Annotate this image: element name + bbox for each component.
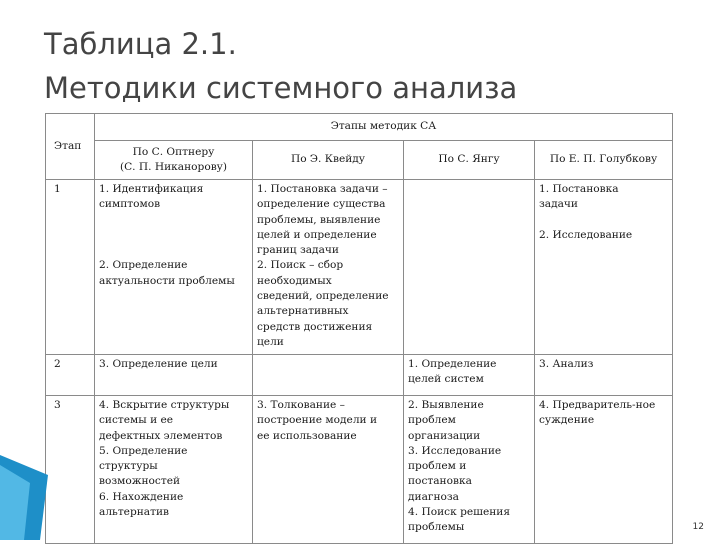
stage-header: Этап bbox=[46, 114, 95, 180]
table-cell bbox=[404, 180, 535, 355]
column-header-quade: По Э. Квейду bbox=[253, 141, 404, 180]
column-header-golubkov: По Е. П. Голубкову bbox=[535, 141, 673, 180]
stage-cell: 1 bbox=[46, 180, 95, 355]
table-cell: 3. Определение цели bbox=[95, 355, 253, 396]
table-cell: 3. Толкование – построение модели и ее использование bbox=[253, 396, 404, 544]
table-cell: 4. Предваритель-ное суждение bbox=[535, 396, 673, 544]
table-cell: 1. Определение целей систем bbox=[404, 355, 535, 396]
stage-cell: 2 bbox=[46, 355, 95, 396]
table-cell: 1. Постановка задачи – определение существа проблемы, выявление целей и определение границ задачи 2. Поиск – сбор необходимых сведений, определение альтернативных средств достижения цели bbox=[253, 180, 404, 355]
table-cell: 1. Постановка задачи 2. Исследование bbox=[535, 180, 673, 355]
table-group-header-row bbox=[46, 114, 673, 141]
column-header-young: По С. Янгу bbox=[404, 141, 535, 180]
decorative-corner-shape bbox=[0, 455, 48, 540]
group-header: Этапы методик СА bbox=[95, 114, 673, 141]
table-cell bbox=[253, 355, 404, 396]
table-cell: 4. Вскрытие структуры системы и ее дефектных элементов 5. Определение структуры возможностей 6. Нахождение альтернатив bbox=[95, 396, 253, 544]
table-cell: 2. Выявление проблем организации 3. Исследование проблем и постановка диагноза 4. Поиск решения проблемы bbox=[404, 396, 535, 544]
column-header-optner: По С. Оптнеру (С. П. Никанорову) bbox=[95, 141, 253, 180]
title-line-2: Методики системного анализа bbox=[44, 71, 518, 105]
methods-table bbox=[45, 113, 673, 544]
table-cell: 3. Анализ bbox=[535, 355, 673, 396]
table-row bbox=[46, 355, 673, 396]
table-row bbox=[46, 396, 673, 544]
slide-title bbox=[44, 22, 517, 110]
stage-cell: 3 bbox=[46, 396, 95, 544]
page-number: 12 bbox=[692, 522, 704, 532]
table-cell: 1. Идентификация симптомов 2. Определение актуальности проблемы bbox=[95, 180, 253, 355]
table-row bbox=[46, 180, 673, 355]
table-column-header-row bbox=[46, 141, 673, 180]
title-line-1: Таблица 2.1. bbox=[44, 27, 237, 61]
